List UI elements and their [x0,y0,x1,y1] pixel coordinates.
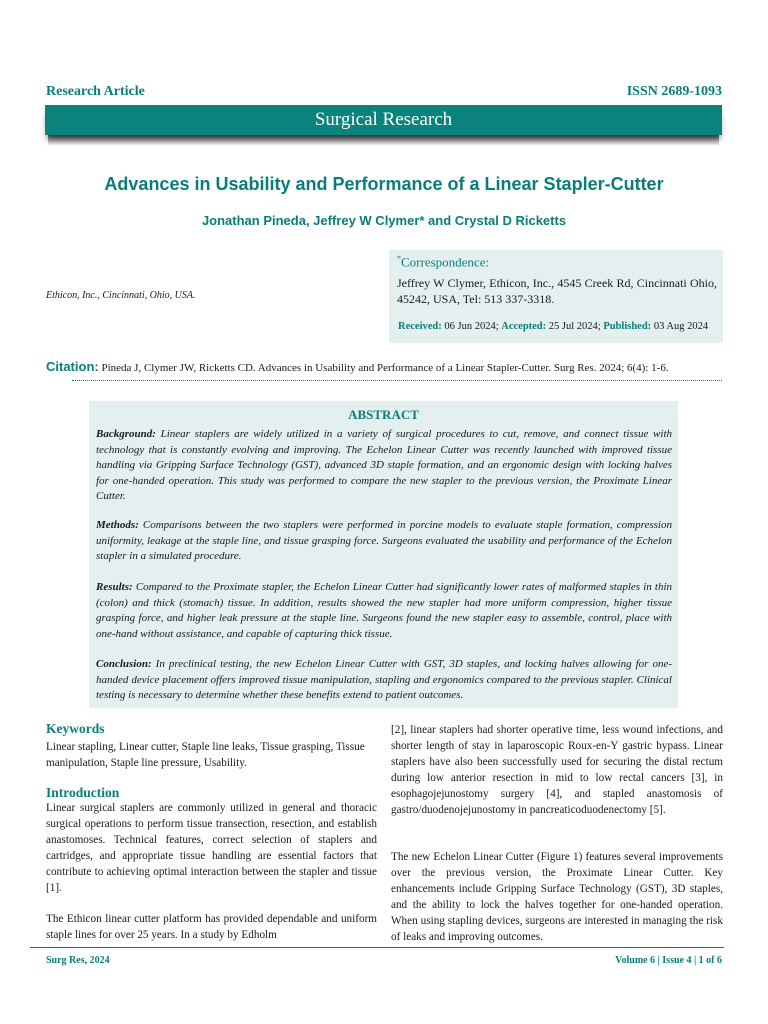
citation-divider [72,380,722,381]
keywords-text: Linear stapling, Linear cutter, Staple line leaks, Tissue grasping, Tissue manipulation, Staple line pressure, Usability. [46,741,365,769]
article-dates [398,321,708,332]
journal-banner: Surgical Research [45,105,722,135]
citation [46,359,726,374]
article-type: Research Article [46,84,145,99]
abstract-heading: ABSTRACT [348,407,419,422]
footer-divider [30,947,724,948]
correspondence-marker: * [397,254,401,263]
received-date: 06 Jun 2024; [444,321,499,332]
introduction-paragraph-1: Linear surgical staplers are commonly utilized in general and thoracic surgical operations to perform tissue transection, resection, and establish anastomoses. Technical features, correct selection of staplers and cartridges, and appropriate tissue handling are essential factors that contribute to achieving optimal interaction between the stapler and tissue [1]. [46,802,377,894]
banner-shadow [48,134,719,146]
accepted-label: Accepted: [501,321,547,332]
right-column-paragraph-1: [2], linear staplers had shorter operative time, less wound infections, and shorter length of stay in laparoscopic Roux-en-Y gastric bypass. Linear staplers have also been successfully used for securing the distal rectum during low anterior resection in mid to low rectal cancers [3], in esophagojejunostomy surgery [4], and stapled anastomosis of gastro/duodenojejunostomy in pancreaticoduodenectomy [5]. [391,724,723,816]
abstract-conclusion: Conclusion: In preclinical testing, the new Echelon Linear Cutter with GST, 3D staples, and locking halves allowing for one-handed device placement offers improved tissue manipulation, stapling and ergonomics compared to the previous stapler. Clinical testing is necessary to determine whether these benefits extend to patient outcomes. [96,658,673,702]
keywords-heading: Keywords [46,721,105,736]
correspondence-text: Jeffrey W Clymer, Ethicon, Inc., 4545 Creek Rd, Cincinnati Ohio, 45242, USA, Tel: 513 337-3318. [397,276,717,306]
abstract-methods: Methods: Comparisons between the two staplers were performed in porcine models to evaluate staple formation, compression uniformity, leakage at the staple line, and tissue grasping force. Surgeons evaluated the usability and performance of the Echelon stapler in a simulated procedure. [96,519,672,563]
published-label: Published: [603,321,652,332]
introduction-paragraph-2: The Ethicon linear cutter platform has provided dependable and uniform staple lines for over 25 years. In a study by Edholm [46,913,377,941]
introduction-heading: Introduction [46,785,120,800]
abstract-background: Background: Linear staplers are widely utilized in a variety of surgical procedures to cut, remove, and connect tissue with technology that is constantly evolving and improving. The Echelon Linear Cutter was recently launched with improved tissue handling via Gripping Surface Technology (GST), advanced 3D staple formation, and an ergonomic design with locking halves for one-handed operation. This study was performed to compare the new stapler to the previous version, the Proximate Linear Cutter. [96,428,672,503]
abstract-results: Results: Compared to the Proximate stapler, the Echelon Linear Cutter had significantly lower rates of malformed staples in thin (colon) and thick (stomach) tissue. In addition, results showed the new stapler had more uniform compression, higher tissue grasping force, and higher leak pressure at the staple line. Surgeons found the new stapler easy to assemble, control, place with one-hand without assistance, and capable of capturing thick tissue. [96,581,672,640]
accepted-date: 25 Jul 2024; [548,321,601,332]
affiliation: Ethicon, Inc., Cincinnati, Ohio, USA. [46,290,196,301]
received-label: Received: [398,321,442,332]
issn: ISSN 2689-1093 [626,84,722,99]
abstract-box [89,401,678,708]
correspondence-label: *Correspondence: [397,254,490,270]
citation-label: Citation: [46,359,99,374]
footer-journal: Surg Res, 2024 [46,955,110,966]
right-column-paragraph-2: The new Echelon Linear Cutter (Figure 1) features several improvements over the previous version, the Proximate Linear Cutter. Key enhancements include Gripping Surface Technology (GST), 3D staples, and the ability to lock the halves together for one-handed operation. When using stapling devices, surgeons are interested in managing the risk of leaks and improving outcomes. [391,851,723,943]
citation-text: Pineda J, Clymer JW, Ricketts CD. Advances in Usability and Performance of a Linear Stapler-Cutter. Surg Res. 2024; 6(4): 1-6. [101,362,669,374]
footer-page-info: Volume 6 | Issue 4 | 1 of 6 [615,955,722,966]
published-date: 03 Aug 2024 [653,321,709,332]
correspondence-box [389,250,723,343]
article-title: Advances in Usability and Performance of a Linear Stapler-Cutter [104,174,664,194]
author-list: Jonathan Pineda, Jeffrey W Clymer* and Crystal D Ricketts [201,213,567,228]
